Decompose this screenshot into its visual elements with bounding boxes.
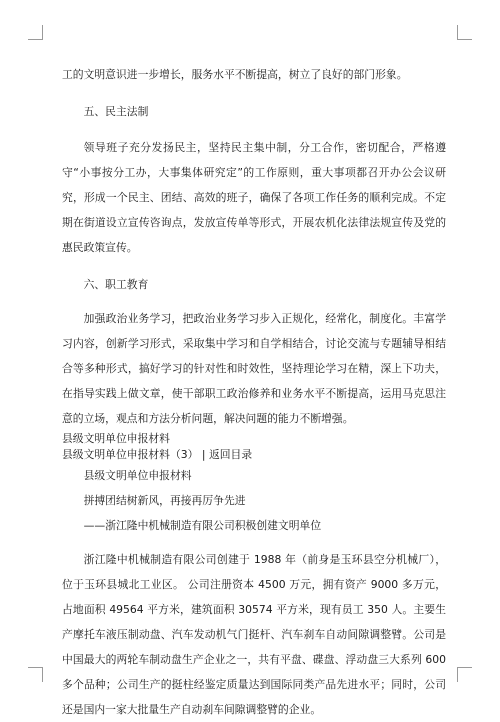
paragraph-continuation: 工的文明意识进一步增长，服务水平不断提高，树立了良好的部门形象。 [62,68,408,81]
crop-mark-bottom-left [28,667,43,682]
article-subtitle: 拼搏团结树新风，再接再厉争先进 [83,494,246,507]
article-byline: ——浙江隆中机械制造有限公司积极创建文明单位 [83,519,322,532]
section-heading-education: 六、职工教育 [83,278,149,291]
nav-line-links [62,447,446,463]
section-heading-democracy: 五、民主法制 [83,105,149,118]
crop-mark-top-left [28,25,43,40]
nav-separator: | [198,448,209,461]
paragraph-democracy: 领导班子充分发扬民主，坚持民主集中制，分工合作，密切配合，严格遵守“小事按分工办，大事集体研究定”的工作原则，重大事项都召开办公会议研究，形成一个民主、团结、高效的班子，确保了各项工作任务的顺利完成。不定期在街道设立宣传咨询点，发放宣传单等形式，开展农机化法律法规宣传及党的惠民政策宣传。 [62,141,446,254]
document-page [62,62,446,722]
article-body: 浙江隆中机械制造有限公司创建于 1988 年（前身是玉环县空分机械厂），位于玉环县城北工业区。 公司注册资本 4500 万元，拥有资产 9000 多万元，占地面积 49564 平方米，建筑面积 30574 平方米，现有员工 350 人。主要生产摩托车液压制动盘、汽车发动机气门挺杆、汽车刹车自动间隙调整臂。公司是中国最大的两轮车制动盘生产企业之一，共有平盘、碟盘、浮动盘三大系列 600 多个品种；公司生产的挺柱经鉴定质量达到国际同类产品先进水平；同时，公司还是国内一家大批量生产自动刹车间隙调整臂的企业。 [62,553,446,716]
nav-line-title: 县级文明单位申报材料 [62,432,170,445]
back-to-contents-link[interactable]: 返回目录 [208,448,253,461]
crop-mark-top-right [457,25,472,40]
paragraph-education: 加强政治业务学习，把政治业务学习步入正规化，经常化，制度化。丰富学习内容，创新学习形式，采取集中学习和自学相结合，讨论交流与专题辅导相结合等多种形式，搞好学习的针对性和时效性，坚持理论学习在精，深上下功夫，在指导实践上做文章，使干部职工政治修养和业务水平不断提高，运用马克思注意的立场，观点和方法分析问题，解决问题的能力不断增强。 [62,312,446,425]
crop-mark-bottom-right [457,667,472,682]
nav-current-doc: 县级文明单位申报材料（3） [62,448,199,461]
article-title: 县级文明单位申报材料 [83,469,192,482]
